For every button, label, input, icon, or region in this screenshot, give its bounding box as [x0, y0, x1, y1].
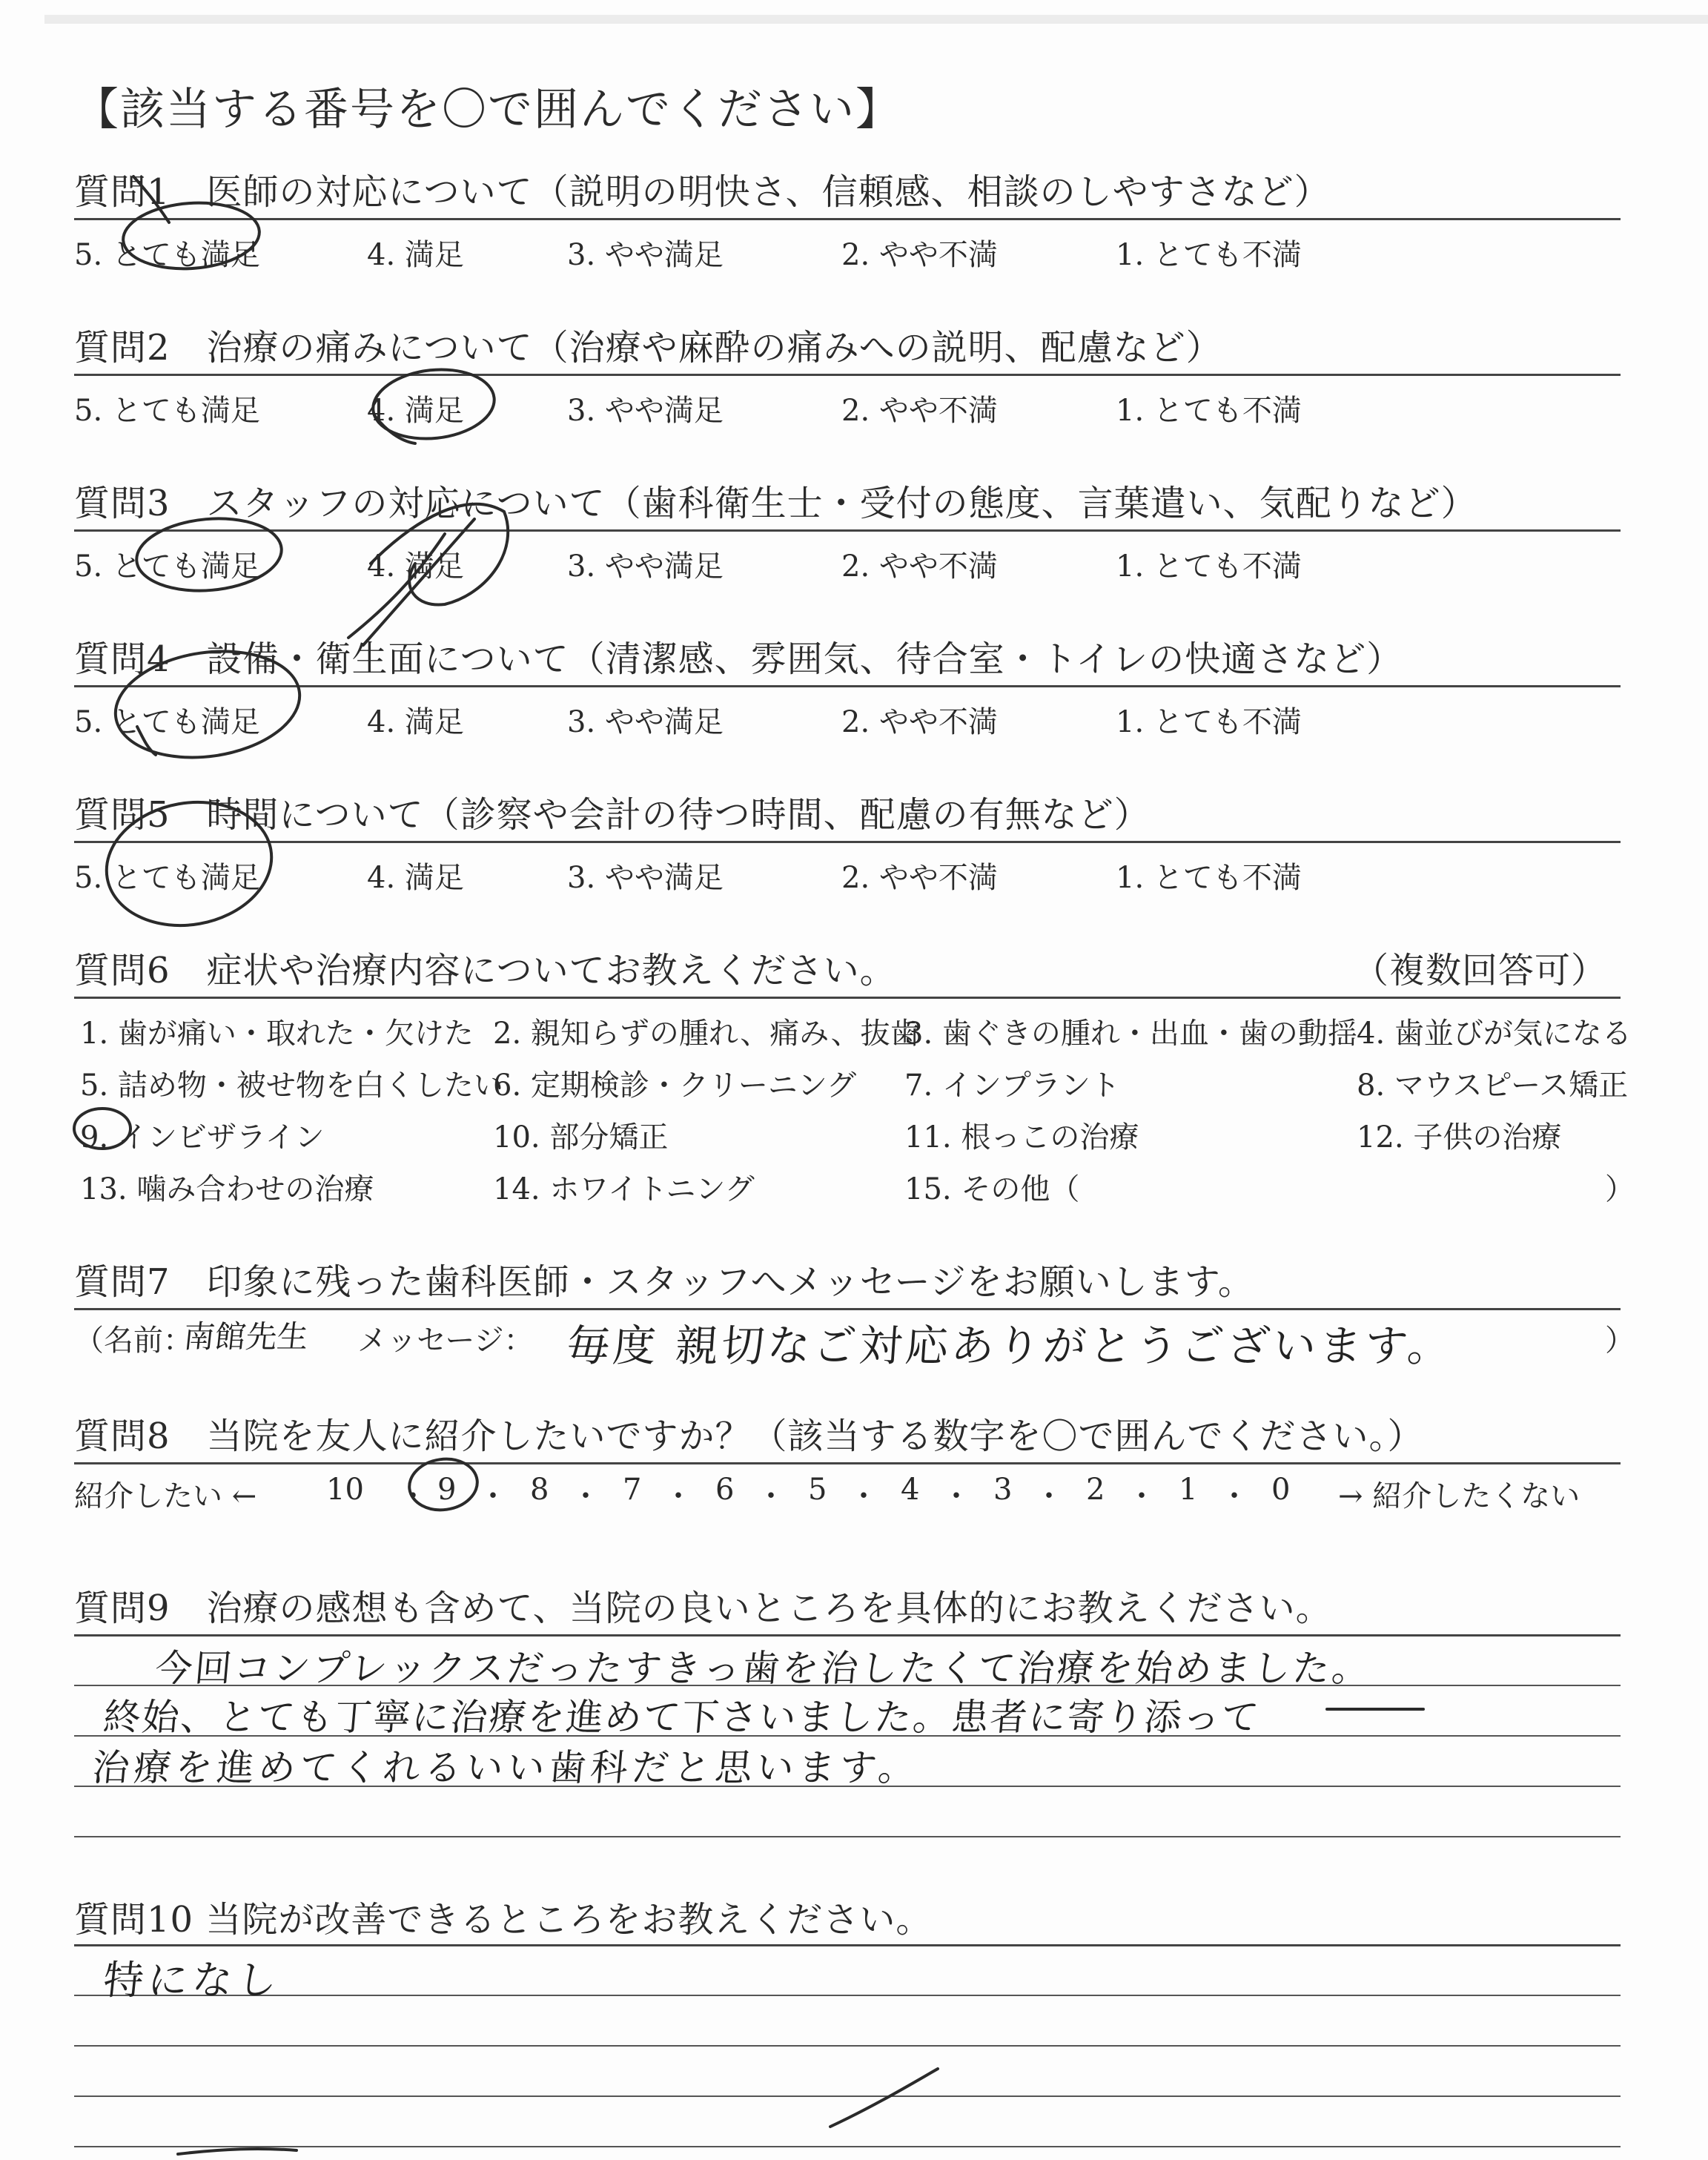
scan-top-edge	[44, 15, 1708, 24]
q8-left-label: 紹介したい ←	[74, 1479, 257, 1513]
q8-dot: ・	[478, 1479, 508, 1513]
q5-choice-2[interactable]: 2. やや不満	[841, 861, 998, 895]
q8-scale-5[interactable]: 5	[808, 1473, 827, 1507]
question-8-rule	[74, 1462, 1621, 1464]
q2-choice-4[interactable]: 4. 満足	[367, 394, 464, 428]
question-3-rule	[74, 529, 1621, 532]
q6-option-10[interactable]: 10. 部分矯正	[493, 1120, 669, 1155]
q4-choice-4[interactable]: 4. 満足	[367, 705, 464, 739]
answer-line	[74, 2146, 1621, 2147]
q8-scale-8[interactable]: 8	[530, 1473, 549, 1507]
q8-dot: ・	[1219, 1479, 1249, 1513]
instruction-header: 【該当する番号を〇で囲んでください】	[74, 84, 901, 136]
q7-name-label: （名前：	[74, 1324, 193, 1358]
q9-answer-line-3[interactable]: 治療を進めてくれるいい歯科だと思います。	[90, 1746, 922, 1789]
q3-choice-4[interactable]: 4. 満足	[367, 549, 464, 584]
q8-scale-2[interactable]: 2	[1086, 1473, 1105, 1507]
q6-option-1[interactable]: 1. 歯が痛い・取れた・欠けた	[80, 1017, 474, 1051]
question-10-rule	[74, 1944, 1621, 1946]
q4-choice-2[interactable]: 2. やや不満	[841, 705, 998, 739]
q6-option-15-close-paren: ）	[1605, 1172, 1635, 1206]
q1-choice-3[interactable]: 3. やや満足	[567, 238, 724, 272]
question-8-title: 質問8 当院を友人に紹介したいですか？（該当する数字を〇で囲んでください。）	[74, 1416, 1424, 1457]
q5-choice-4[interactable]: 4. 満足	[367, 861, 464, 895]
q6-option-5[interactable]: 5. 詰め物・被せ物を白くしたい	[80, 1069, 503, 1103]
q5-choice-5[interactable]: 5. とても満足	[74, 861, 260, 895]
q10-stray-stroke	[830, 2069, 938, 2127]
q7-close-paren: ）	[1605, 1324, 1635, 1358]
question-4-title: 質問4 設備・衛生面について（清潔感、雰囲気、待合室・トイレの快適さなど）	[74, 638, 1403, 680]
q1-choice-4[interactable]: 4. 満足	[367, 238, 464, 272]
q6-option-2[interactable]: 2. 親知らずの腫れ、痛み、抜歯	[493, 1017, 920, 1051]
q8-dot: ・	[756, 1479, 786, 1513]
q6-option-3[interactable]: 3. 歯ぐきの腫れ・出血・歯の動揺	[904, 1017, 1357, 1051]
q9-answer-line-1[interactable]: 今回コンプレックスだったすきっ歯を治したくて治療を始めました。	[153, 1647, 1374, 1690]
q1-choice-5[interactable]: 5. とても満足	[74, 238, 260, 272]
q8-dot: ・	[849, 1479, 878, 1513]
q8-dot: ・	[941, 1479, 971, 1513]
q6-option-6[interactable]: 6. 定期検診・クリーニング	[493, 1069, 857, 1103]
q6-option-14[interactable]: 14. ホワイトニング	[493, 1172, 755, 1206]
question-3-title: 質問3 スタッフの対応について（歯科衛生士・受付の態度、言葉遣い、気配りなど）	[74, 483, 1477, 524]
q8-scale-3[interactable]: 3	[993, 1473, 1013, 1507]
q6-option-12[interactable]: 12. 子供の治療	[1357, 1120, 1562, 1155]
question-2-rule	[74, 374, 1621, 376]
question-7-title: 質問7 印象に残った歯科医師・スタッフへメッセージをお願いします。	[74, 1261, 1254, 1303]
question-6-note: （複数回答可）	[1353, 950, 1608, 991]
q4-choice-5[interactable]: 5. とても満足	[74, 705, 260, 739]
q2-choice-5[interactable]: 5. とても満足	[74, 394, 260, 428]
question-10-title: 質問10 当院が改善できるところをお教えください。	[74, 1899, 933, 1941]
q3-choice-2[interactable]: 2. やや不満	[841, 549, 998, 584]
q8-dot: ・	[663, 1479, 693, 1513]
q10-stray-stroke	[178, 2149, 297, 2154]
q6-option-15[interactable]: 15. その他（	[904, 1172, 1080, 1206]
q8-right-label: → 紹介したくない	[1338, 1479, 1580, 1513]
q5-choice-1[interactable]: 1. とても不満	[1116, 861, 1302, 895]
q7-message-label: メッセージ：	[357, 1324, 534, 1358]
q8-scale-4[interactable]: 4	[901, 1473, 920, 1507]
question-5-rule	[74, 841, 1621, 843]
answer-line	[74, 2095, 1621, 2097]
question-9-title: 質問9 治療の感想も含めて、当院の良いところを具体的にお教えください。	[74, 1588, 1332, 1629]
q8-scale-1[interactable]: 1	[1179, 1473, 1198, 1507]
q3-choice-1[interactable]: 1. とても不満	[1116, 549, 1302, 584]
question-1-rule	[74, 218, 1621, 220]
q9-answer-line-2[interactable]: 終始、とても丁寧に治療を進めて下さいました。患者に寄り添って	[102, 1696, 1262, 1739]
answer-line	[74, 1836, 1621, 1837]
q5-choice-3[interactable]: 3. やや満足	[567, 861, 724, 895]
q8-dot: ・	[1127, 1479, 1156, 1513]
q8-scale-10[interactable]: 10	[326, 1473, 364, 1507]
answer-line	[74, 2045, 1621, 2047]
q8-dot: ・	[571, 1479, 600, 1513]
q6-option-9[interactable]: 9. インビザライン	[80, 1120, 325, 1155]
question-5-title: 質問5 時間について（診察や会計の待つ時間、配慮の有無など）	[74, 794, 1151, 836]
q2-choice-2[interactable]: 2. やや不満	[841, 394, 998, 428]
question-6-title: 質問6 症状や治療内容についてお教えください。	[74, 950, 896, 991]
question-7-rule	[74, 1308, 1621, 1310]
q6-option-8[interactable]: 8. マウスピース矯正	[1357, 1069, 1629, 1103]
q3-choice-5[interactable]: 5. とても満足	[74, 549, 260, 584]
q7-message-handwritten[interactable]: 毎度 親切なご対応ありがとうございます。	[565, 1321, 1455, 1371]
q1-choice-2[interactable]: 2. やや不満	[841, 238, 998, 272]
q7-name-handwritten[interactable]: 南館先生	[182, 1318, 311, 1355]
q8-dot: ・	[1034, 1479, 1064, 1513]
q4-choice-3[interactable]: 3. やや満足	[567, 705, 724, 739]
q8-dot: ・	[398, 1479, 428, 1513]
q2-choice-3[interactable]: 3. やや満足	[567, 394, 724, 428]
q3-choice-3[interactable]: 3. やや満足	[567, 549, 724, 584]
q8-scale-6[interactable]: 6	[715, 1473, 735, 1507]
question-6-rule	[74, 997, 1621, 999]
q6-option-7[interactable]: 7. インプラント	[904, 1069, 1120, 1103]
q10-answer-handwritten[interactable]: 特になし	[101, 1957, 284, 2004]
q6-option-11[interactable]: 11. 根っこの治療	[904, 1120, 1139, 1155]
q8-scale-9[interactable]: 9	[437, 1473, 457, 1507]
answer-line	[74, 1995, 1621, 1996]
q1-choice-1[interactable]: 1. とても不満	[1116, 238, 1302, 272]
question-4-rule	[74, 685, 1621, 687]
q4-choice-1[interactable]: 1. とても不満	[1116, 705, 1302, 739]
question-1-title: 質問1 医師の対応について（説明の明快さ、信頼感、相談のしやすさなど）	[74, 171, 1331, 213]
q6-option-13[interactable]: 13. 噛み合わせの治療	[80, 1172, 374, 1206]
q6-option-4[interactable]: 4. 歯並びが気になる	[1357, 1017, 1632, 1051]
question-9-rule	[74, 1634, 1621, 1636]
question-2-title: 質問2 治療の痛みについて（治療や麻酔の痛みへの説明、配慮など）	[74, 327, 1222, 369]
q8-scale-0[interactable]: 0	[1271, 1473, 1291, 1507]
q2-choice-1[interactable]: 1. とても不満	[1116, 394, 1302, 428]
q8-scale-7[interactable]: 7	[623, 1473, 642, 1507]
